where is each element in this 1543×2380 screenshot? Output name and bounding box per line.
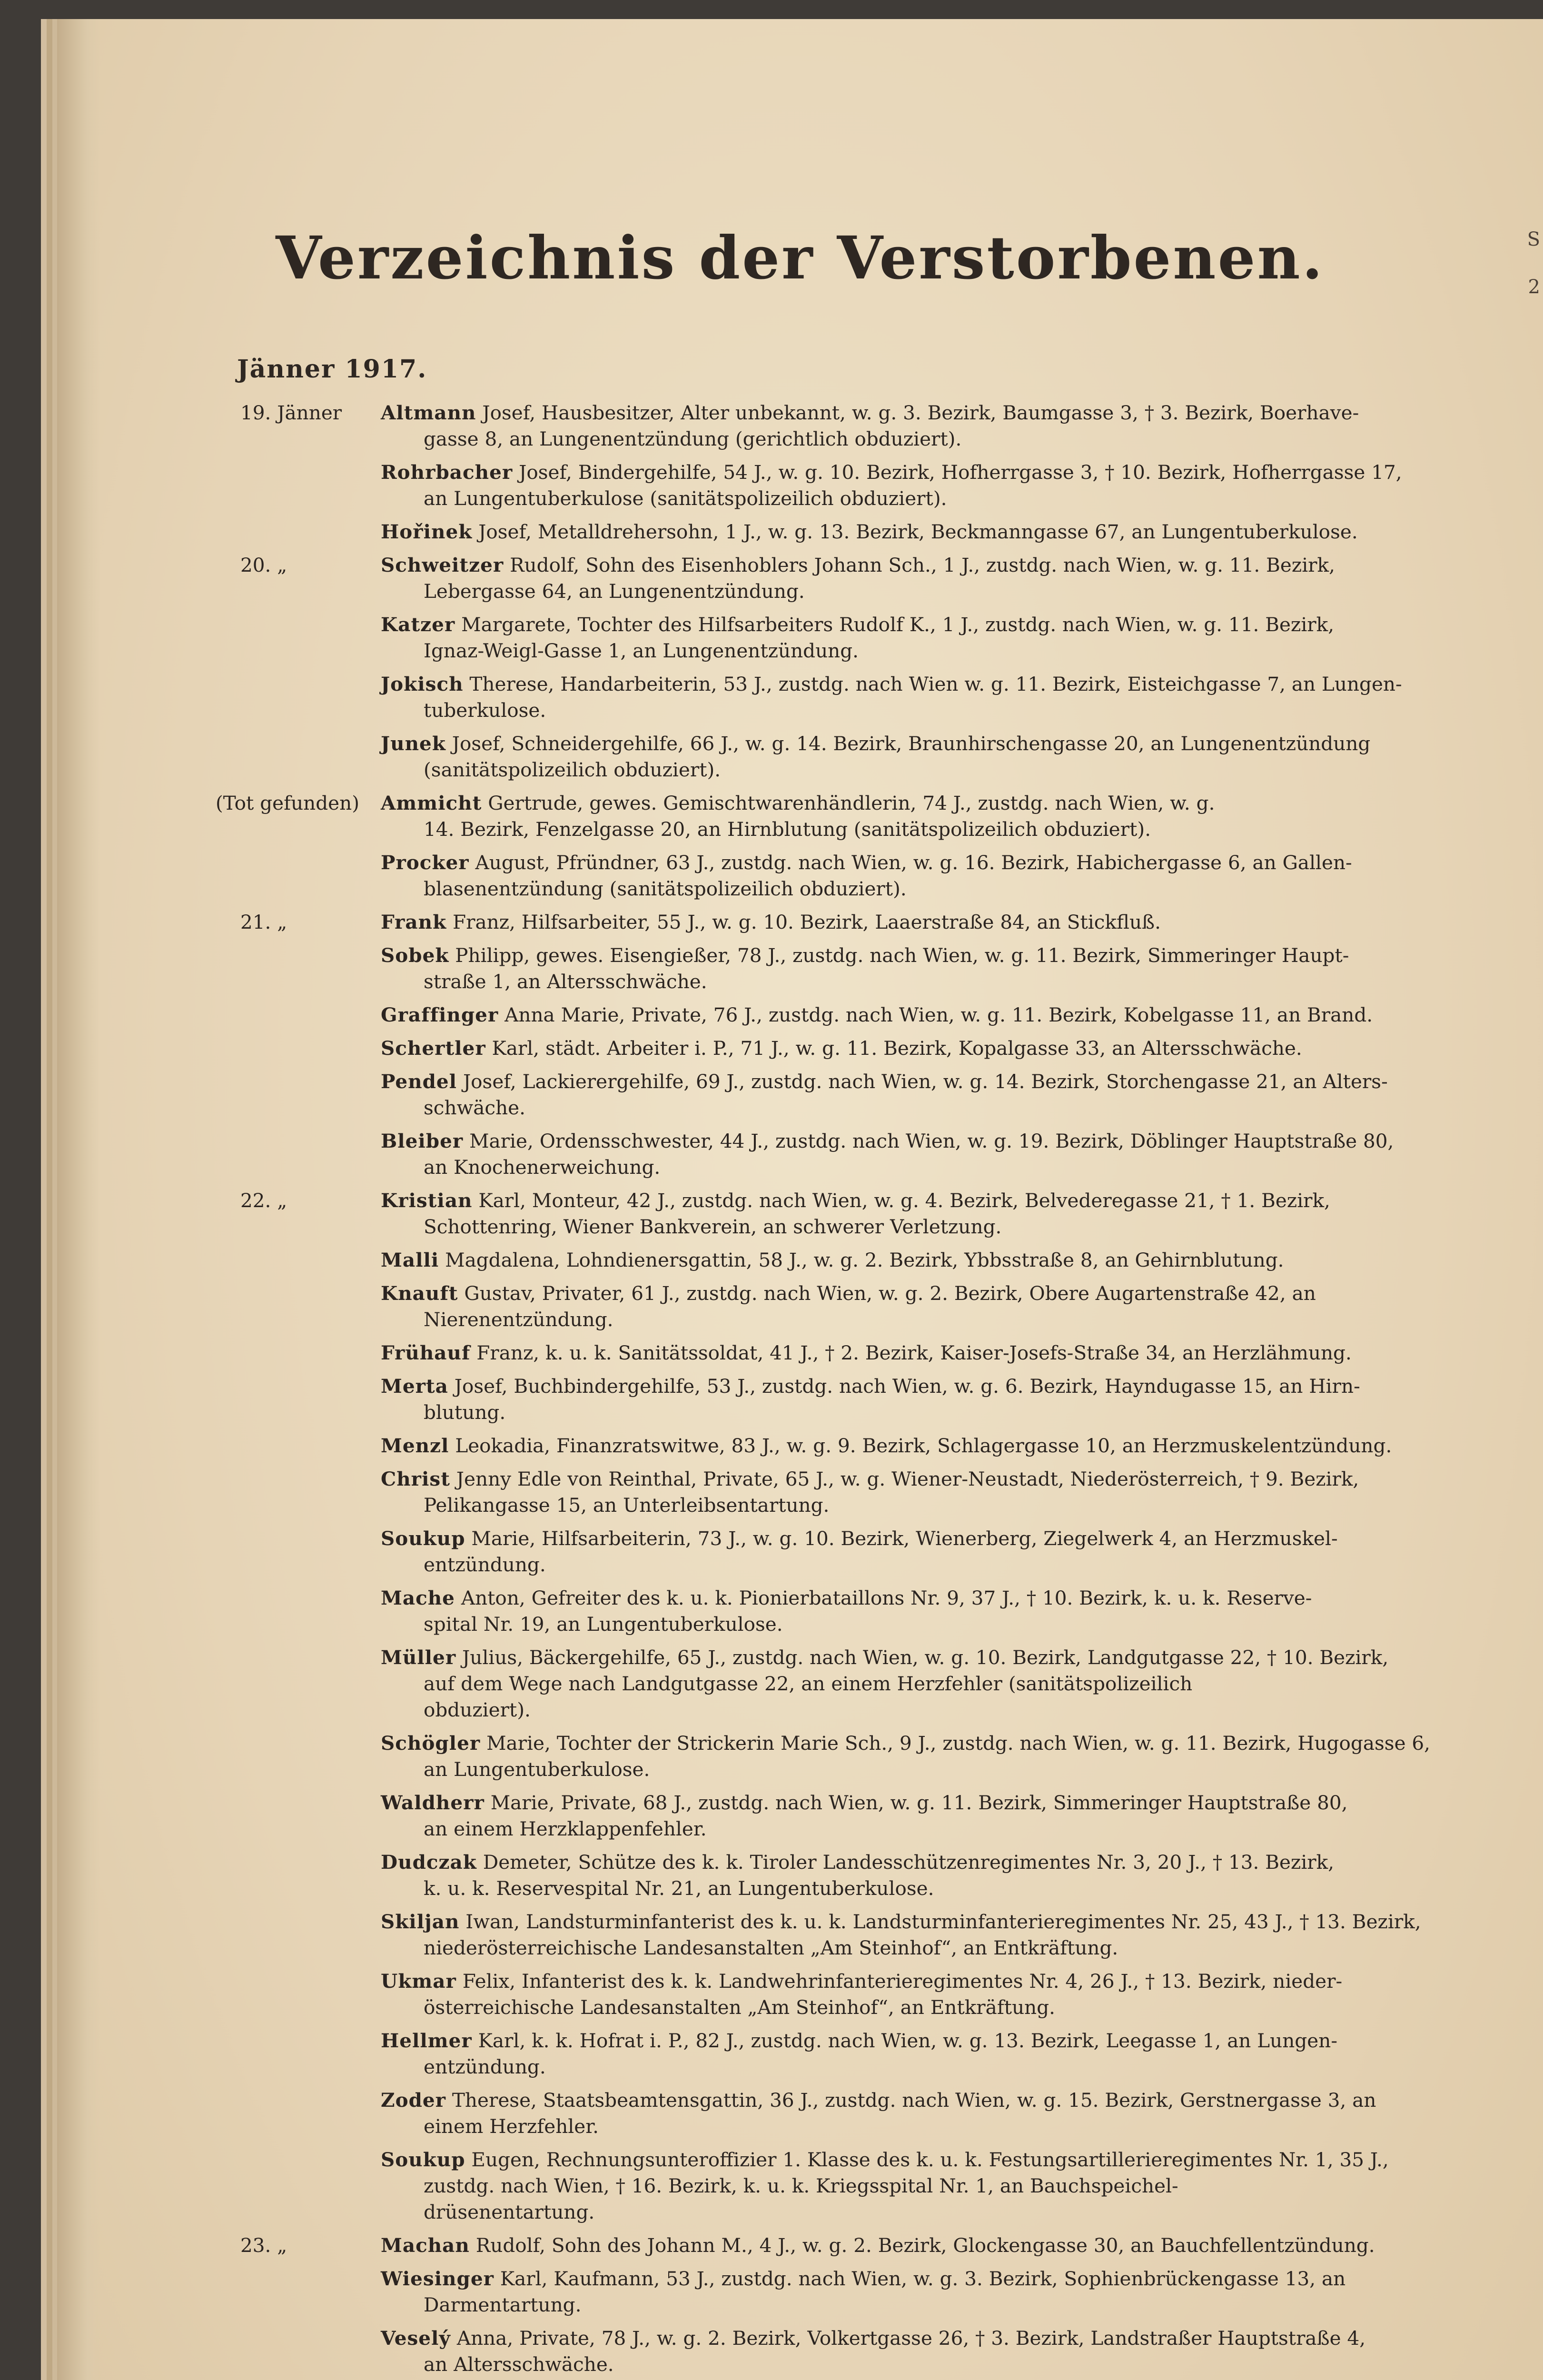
entry-continuation-line xyxy=(57,1492,1523,1518)
entry-text: Franz, k. u. k. Sanitätssoldat, 41 J., † 2. Bezirk, Kaiser-Josefs-Straße 34, an Herzlähmung. xyxy=(476,1341,1352,1364)
deceased-surname: Christ xyxy=(381,1468,450,1490)
register-entry xyxy=(57,1002,1543,1028)
entry-continuation-line xyxy=(57,1214,1523,1240)
entry-text: entzündung. xyxy=(424,2055,546,2078)
register-entry xyxy=(57,1433,1543,1459)
register-entry xyxy=(57,519,1543,545)
entry-text: Schottenring, Wiener Bankverein, an schwerer Verletzung. xyxy=(424,1215,1002,1238)
entry-text: Rudolf, Sohn des Eisenhoblers Johann Sch., 1 J., zustdg. nach Wien, w. g. 11. Bezirk, xyxy=(510,554,1335,576)
register-entry xyxy=(57,2028,1543,2080)
deceased-surname: Sobek xyxy=(381,944,449,967)
entry-continuation-line xyxy=(57,969,1523,995)
entry-first-line xyxy=(57,1968,1523,1994)
entry-text: Eugen, Rechnungsunteroffizier 1. Klasse des k. u. k. Festungsartillerieregimentes Nr. 1, 35 J., xyxy=(471,2148,1389,2171)
entry-first-line xyxy=(57,850,1523,876)
register-entry xyxy=(57,459,1543,512)
register-entry xyxy=(57,552,1543,605)
entry-continuation-line xyxy=(57,757,1523,783)
deceased-surname: Soukup xyxy=(381,1527,465,1550)
entry-text: blasenentzündung (sanitätspolizeilich obduziert). xyxy=(424,877,907,900)
entry-continuation-line xyxy=(57,578,1523,605)
entry-continuation-line xyxy=(57,697,1523,724)
entry-date: 23. „ xyxy=(240,2234,287,2257)
entry-first-line xyxy=(57,1280,1523,1307)
entry-text: Anna, Private, 78 J., w. g. 2. Bezirk, Volkertgasse 26, † 3. Bezirk, Landstraßer Hauptstraße 4, xyxy=(456,2327,1366,2350)
register-entry xyxy=(57,1849,1543,1902)
entry-text: gasse 8, an Lungenentzündung (gerichtlich obduziert). xyxy=(424,427,962,450)
entry-continuation-line xyxy=(57,2199,1523,2225)
page-title: Verzeichnis der Verstorbenen. xyxy=(276,224,1325,293)
entry-first-line xyxy=(57,1526,1523,1552)
entry-text: niederösterreichische Landesanstalten „Am Steinhof“, an Entkräftung. xyxy=(424,1936,1118,1959)
entry-date: 22. „ xyxy=(240,1189,287,1212)
deceased-surname: Malli xyxy=(381,1249,439,1271)
deceased-surname: Junek xyxy=(381,732,446,755)
deceased-surname: Merta xyxy=(381,1375,448,1398)
entry-first-line xyxy=(57,1585,1523,1611)
register-entry xyxy=(57,1373,1543,1426)
entry-text: (sanitätspolizeilich obduziert). xyxy=(424,758,721,781)
entry-text: Darmentartung. xyxy=(424,2293,582,2316)
entry-text: Therese, Staatsbeamtensgattin, 36 J., zustdg. nach Wien, w. g. 15. Bezirk, Gerstnergasse 3, an xyxy=(452,2089,1376,2112)
death-register-list xyxy=(57,400,1543,2380)
entry-text: Pelikangasse 15, an Unterleibsentartung. xyxy=(424,1494,830,1517)
deceased-surname: Katzer xyxy=(381,613,455,636)
deceased-surname: Mache xyxy=(381,1587,455,1609)
entry-continuation-line xyxy=(57,2351,1523,2378)
entry-first-line xyxy=(57,1128,1523,1154)
entry-text: Karl, Kaufmann, 53 J., zustdg. nach Wien, w. g. 3. Bezirk, Sophienbrückengasse 13, an xyxy=(500,2267,1346,2290)
entry-first-line xyxy=(57,1433,1523,1459)
entry-date: 21. „ xyxy=(240,911,287,933)
entry-text: Lebergasse 64, an Lungenentzündung. xyxy=(424,580,805,603)
entry-continuation-line xyxy=(57,1935,1523,1961)
entry-continuation-line xyxy=(57,2113,1523,2140)
deceased-surname: Soukup xyxy=(381,2148,465,2171)
entry-continuation-line xyxy=(57,486,1523,512)
deceased-surname: Dudczak xyxy=(381,1851,477,1874)
entry-text: Josef, Hausbesitzer, Alter unbekannt, w. g. 3. Bezirk, Baumgasse 3, † 3. Bezirk, Boerhave- xyxy=(482,401,1359,424)
deceased-surname: Ammicht xyxy=(381,792,482,814)
entry-continuation-line xyxy=(57,638,1523,664)
register-entry xyxy=(57,2266,1543,2318)
entry-continuation-line xyxy=(57,2054,1523,2080)
entry-text: Demeter, Schütze des k. k. Tiroler Landesschützenregimentes Nr. 3, 20 J., † 13. Bezirk, xyxy=(483,1851,1335,1874)
register-entry xyxy=(57,790,1543,843)
entry-first-line xyxy=(57,671,1523,697)
entry-text: Gertrude, gewes. Gemischtwarenhändlerin, 74 J., zustdg. nach Wien, w. g. xyxy=(488,792,1215,814)
entry-continuation-line xyxy=(57,1697,1523,1723)
entry-text: Josef, Bindergehilfe, 54 J., w. g. 10. Bezirk, Hofherrgasse 3, † 10. Bezirk, Hofherrgasse 17, xyxy=(519,461,1402,484)
register-entry xyxy=(57,612,1543,664)
entry-first-line xyxy=(57,1340,1523,1366)
entry-text: Karl, Monteur, 42 J., zustdg. nach Wien, w. g. 4. Bezirk, Belvederegasse 21, † 1. Bezirk, xyxy=(478,1189,1330,1212)
entry-text: Ignaz-Weigl-Gasse 1, an Lungenentzündung. xyxy=(424,639,859,662)
deceased-surname: Pendel xyxy=(381,1070,457,1093)
entry-text: an Lungentuberkulose (sanitätspolizeilich obduziert). xyxy=(424,487,947,510)
neighbor-page-edge-text: S xyxy=(1527,228,1540,250)
entry-continuation-line xyxy=(57,1552,1523,1578)
entry-continuation-line xyxy=(57,1095,1523,1121)
entry-text: Gustav, Privater, 61 J., zustdg. nach Wien, w. g. 2. Bezirk, Obere Augartenstraße 42, an xyxy=(464,1282,1316,1305)
entry-text: Anton, Gefreiter des k. u. k. Pionierbataillons Nr. 9, 37 J., † 10. Bezirk, k. u. k. Reserve- xyxy=(461,1587,1312,1609)
entry-text: Karl, k. k. Hofrat i. P., 82 J., zustdg. nach Wien, w. g. 13. Bezirk, Leegasse 1, an Lungen- xyxy=(478,2029,1338,2052)
entry-continuation-line xyxy=(57,1671,1523,1697)
document-page xyxy=(57,19,1543,2380)
deceased-surname: Hořinek xyxy=(381,520,473,543)
register-entry xyxy=(57,2232,1543,2259)
register-entry xyxy=(57,1645,1543,1723)
deceased-surname: Wiesinger xyxy=(381,2267,494,2290)
register-entry xyxy=(57,1526,1543,1578)
register-entry xyxy=(57,671,1543,724)
deceased-surname: Altmann xyxy=(381,401,476,424)
register-entry xyxy=(57,1188,1543,1240)
deceased-surname: Rohrbacher xyxy=(381,461,513,484)
entry-text: Margarete, Tochter des Hilfsarbeiters Rudolf K., 1 J., zustdg. nach Wien, w. g. 11. Bezirk, xyxy=(461,613,1335,636)
entry-text: an Lungentuberkulose. xyxy=(424,1758,650,1781)
entry-first-line xyxy=(57,612,1523,638)
register-entry xyxy=(57,1968,1543,2021)
entry-first-line xyxy=(57,1849,1523,1875)
entry-text: Rudolf, Sohn des Johann M., 4 J., w. g. 2. Bezirk, Glockengasse 30, an Bauchfellentzündung. xyxy=(475,2234,1375,2257)
entry-text: k. u. k. Reservespital Nr. 21, an Lungentuberkulose. xyxy=(424,1877,934,1900)
register-entry xyxy=(57,1790,1543,1842)
entry-text: spital Nr. 19, an Lungentuberkulose. xyxy=(424,1613,783,1636)
entry-text: 14. Bezirk, Fenzelgasse 20, an Hirnblutung (sanitätspolizeilich obduziert). xyxy=(424,818,1151,841)
entry-text: drüsenentartung. xyxy=(424,2201,595,2223)
entry-first-line xyxy=(57,1373,1523,1399)
entry-continuation-line xyxy=(57,2173,1523,2199)
entry-text: auf dem Wege nach Landgutgasse 22, an einem Herzfehler (sanitätspolizeilich xyxy=(424,1672,1193,1695)
register-entry xyxy=(57,850,1543,902)
entry-text: blutung. xyxy=(424,1401,506,1424)
register-entry xyxy=(57,1730,1543,1783)
register-entry xyxy=(57,1466,1543,1518)
entry-first-line xyxy=(57,1035,1523,1061)
entry-text: Marie, Private, 68 J., zustdg. nach Wien, w. g. 11. Bezirk, Simmeringer Hauptstraße 80, xyxy=(490,1791,1348,1814)
entry-text: straße 1, an Altersschwäche. xyxy=(424,970,707,993)
neighbor-page-edge-text: 2 xyxy=(1528,276,1540,298)
deceased-surname: Procker xyxy=(381,851,469,874)
deceased-surname: Graffinger xyxy=(381,1003,499,1026)
deceased-surname: Bleiber xyxy=(381,1130,464,1152)
register-entry xyxy=(57,1585,1543,1637)
entry-text: obduziert). xyxy=(424,1698,531,1721)
register-entry xyxy=(57,1340,1543,1366)
entry-first-line xyxy=(57,519,1523,545)
entry-first-line xyxy=(57,2266,1523,2292)
deceased-surname: Schweitzer xyxy=(381,554,504,576)
register-entry xyxy=(57,2147,1543,2225)
entry-text: Anna Marie, Private, 76 J., zustdg. nach Wien, w. g. 11. Bezirk, Kobelgasse 11, an Brand. xyxy=(504,1003,1373,1026)
deceased-surname: Jokisch xyxy=(381,673,464,695)
entry-text: österreichische Landesanstalten „Am Steinhof“, an Entkräftung. xyxy=(424,1996,1056,2019)
deceased-surname: Skiljan xyxy=(381,1910,460,1933)
register-entry xyxy=(57,1128,1543,1180)
deceased-surname: Müller xyxy=(381,1646,456,1669)
entry-date: 19. Jänner xyxy=(240,401,342,424)
deceased-surname: Menzl xyxy=(381,1434,449,1457)
deceased-surname: Zoder xyxy=(381,2089,446,2112)
deceased-surname: Waldherr xyxy=(381,1791,485,1814)
entry-text: Therese, Handarbeiterin, 53 J., zustdg. nach Wien w. g. 11. Bezirk, Eisteichgasse 7, an Lungen- xyxy=(469,673,1402,695)
register-entry xyxy=(57,942,1543,995)
entry-continuation-line xyxy=(57,1816,1523,1842)
entry-first-line xyxy=(57,1466,1523,1492)
entry-first-line xyxy=(57,1790,1523,1816)
deceased-surname: Ukmar xyxy=(381,1970,456,1993)
entry-text: Josef, Buchbindergehilfe, 53 J., zustdg. nach Wien, w. g. 6. Bezirk, Hayndugasse 15, an Hirn- xyxy=(454,1375,1360,1398)
register-entry xyxy=(57,1280,1543,1333)
month-heading: Jänner 1917. xyxy=(237,355,427,384)
entry-text: Jenny Edle von Reinthal, Private, 65 J., w. g. Wiener-Neustadt, Niederösterreich, † 9. Bezirk, xyxy=(456,1468,1359,1490)
deceased-surname: Frühauf xyxy=(381,1341,471,1364)
entry-text: Julius, Bäckergehilfe, 65 J., zustdg. nach Wien, w. g. 10. Bezirk, Landgutgasse 22, † 10. Bezirk, xyxy=(462,1646,1389,1669)
register-entry xyxy=(57,1035,1543,1061)
entry-text: Magdalena, Lohndienersgattin, 58 J., w. g. 2. Bezirk, Ybbsstraße 8, an Gehirnblutung. xyxy=(445,1249,1284,1271)
entry-first-line xyxy=(57,2325,1523,2351)
entry-text: August, Pfründner, 63 J., zustdg. nach Wien, w. g. 16. Bezirk, Habichergasse 6, an Gallen- xyxy=(475,851,1352,874)
deceased-surname: Hellmer xyxy=(381,2029,472,2052)
entry-continuation-line xyxy=(57,816,1523,843)
entry-continuation-line xyxy=(57,1611,1523,1637)
entry-text: zustdg. nach Wien, † 16. Bezirk, k. u. k. Kriegsspital Nr. 1, an Bauchspeichel- xyxy=(424,2174,1178,2197)
entry-first-line xyxy=(57,1002,1523,1028)
entry-text: Marie, Ordensschwester, 44 J., zustdg. nach Wien, w. g. 19. Bezirk, Döblinger Hauptstraße 80, xyxy=(469,1130,1394,1152)
register-entry xyxy=(57,1069,1543,1121)
entry-continuation-line xyxy=(57,1154,1523,1180)
entry-remark: (Tot gefunden) xyxy=(216,792,360,814)
deceased-surname: Frank xyxy=(381,911,447,933)
entry-text: an Altersschwäche. xyxy=(424,2353,614,2376)
deceased-surname: Schögler xyxy=(381,1732,481,1755)
entry-first-line xyxy=(57,459,1523,486)
deceased-surname: Veselý xyxy=(381,2327,451,2350)
entry-text: Josef, Lackierergehilfe, 69 J., zustdg. nach Wien, w. g. 14. Bezirk, Storchengasse 21, an Alters- xyxy=(463,1070,1388,1093)
entry-text: Iwan, Landsturminfanterist des k. u. k. Landsturminfanterieregimentes Nr. 25, 43 J., † 13. Bezirk, xyxy=(465,1910,1421,1933)
register-entry xyxy=(57,1909,1543,1961)
entry-text: Marie, Hilfsarbeiterin, 73 J., w. g. 10. Bezirk, Wienerberg, Ziegelwerk 4, an Herzmuskel- xyxy=(471,1527,1338,1550)
entry-first-line xyxy=(57,1069,1523,1095)
entry-text: Leokadia, Finanzratswitwe, 83 J., w. g. 9. Bezirk, Schlagergasse 10, an Herzmuskelentzündung. xyxy=(455,1434,1392,1457)
entry-first-line xyxy=(57,2028,1523,2054)
entry-continuation-line xyxy=(57,1756,1523,1783)
entry-text: Philipp, gewes. Eisengießer, 78 J., zustdg. nach Wien, w. g. 11. Bezirk, Simmeringer Haupt- xyxy=(455,944,1349,967)
entry-text: schwäche. xyxy=(424,1096,525,1119)
entry-first-line xyxy=(57,1247,1523,1273)
entry-text: an Knochenerweichung. xyxy=(424,1156,661,1179)
entry-continuation-line xyxy=(57,876,1523,902)
entry-text: tuberkulose. xyxy=(424,699,546,722)
entry-text: Josef, Schneidergehilfe, 66 J., w. g. 14. Bezirk, Braunhirschengasse 20, an Lungenentzündung xyxy=(452,732,1371,755)
entry-text: Felix, Infanterist des k. k. Landwehrinfanterieregimentes Nr. 4, 26 J., † 13. Bezirk, nieder- xyxy=(462,1970,1343,1993)
deceased-surname: Schertler xyxy=(381,1037,486,1060)
entry-continuation-line xyxy=(57,2292,1523,2318)
entry-continuation-line xyxy=(57,1994,1523,2021)
entry-text: Nierenentzündung. xyxy=(424,1308,613,1331)
entry-continuation-line xyxy=(57,1307,1523,1333)
register-entry xyxy=(57,2087,1543,2140)
entry-first-line xyxy=(57,2147,1523,2173)
register-entry xyxy=(57,1247,1543,1273)
entry-continuation-line xyxy=(57,1875,1523,1902)
entry-first-line xyxy=(57,1909,1523,1935)
entry-text: entzündung. xyxy=(424,1553,546,1576)
deceased-surname: Machan xyxy=(381,2234,470,2257)
register-entry xyxy=(57,400,1543,452)
entry-text: an einem Herzklappenfehler. xyxy=(424,1817,707,1840)
register-entry xyxy=(57,2325,1543,2378)
deceased-surname: Knauft xyxy=(381,1282,458,1305)
entry-first-line xyxy=(57,731,1523,757)
entry-continuation-line xyxy=(57,1399,1523,1426)
entry-date: 20. „ xyxy=(240,554,287,576)
entry-text: Josef, Metalldrehersohn, 1 J., w. g. 13. Bezirk, Beckmanngasse 67, an Lungentuberkulose. xyxy=(478,520,1358,543)
register-entry xyxy=(57,909,1543,935)
entry-text: Karl, städt. Arbeiter i. P., 71 J., w. g. 11. Bezirk, Kopalgasse 33, an Altersschwäche. xyxy=(492,1037,1302,1060)
entry-text: einem Herzfehler. xyxy=(424,2115,599,2138)
entry-first-line xyxy=(57,2087,1523,2113)
entry-text: Franz, Hilfsarbeiter, 55 J., w. g. 10. Bezirk, Laaerstraße 84, an Stickfluß. xyxy=(453,911,1161,933)
entry-first-line xyxy=(57,1645,1523,1671)
entry-continuation-line xyxy=(57,426,1523,452)
entry-first-line xyxy=(57,942,1523,969)
deceased-surname: Kristian xyxy=(381,1189,473,1212)
entry-text: Marie, Tochter der Strickerin Marie Sch., 9 J., zustdg. nach Wien, w. g. 11. Bezirk, Hugogasse 6, xyxy=(486,1732,1431,1755)
register-entry xyxy=(57,731,1543,783)
entry-first-line xyxy=(57,1730,1523,1756)
